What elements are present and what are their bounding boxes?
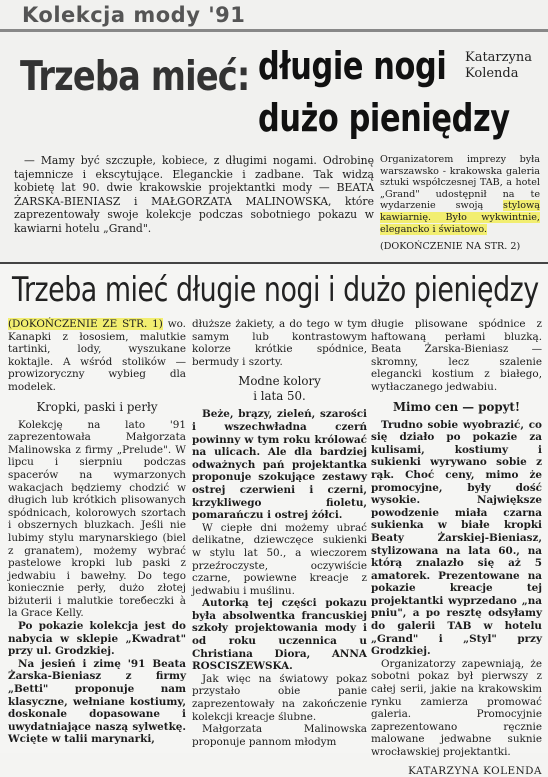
- author-byline: [465, 50, 532, 82]
- subheading-dots-stripes: Kropki, paski i perły: [36, 399, 158, 414]
- lead-text: — Mamy być szczupłe, kobiece, z długimi nogami. Odrobinę tajemnicze i ekscytujące. Eleganckie i zadbane. Tak widzą kobietę lat 90. dwie krakowskie projektantki mody — BEATA ŻARSKA-BIENIASZ i MAŁGORZATA MALINOWSKA, które zaprezentowały swoje kolekcje podczas sobotniego pokazu w kawiarni hotelu „Grand".: [14, 154, 374, 235]
- headline-right-line-1: długie nogi: [258, 44, 447, 88]
- paragraph: Jak więc na światowy pokaz przystało obie panie zaprezentowały na zakończenie kolekcji kreacje ślubne.: [192, 672, 367, 723]
- article-column-1: [8, 318, 186, 746]
- lead-paragraph: [14, 154, 374, 236]
- paragraph: [192, 597, 367, 673]
- paragraph: dłuższe żakiety, a do tego w tym samym lub kontrastowym kolorze krótkie spódnice, bermudy i szorty.: [192, 318, 367, 368]
- paragraph: Beże, brązy, zieleń, szarości i wszechwładna czerń powinny w tym roku królować na ulicach. Ale dla bardziej odważnych pań projektantka proponuje szokujące zestawy ostrej czerwieni i czerni, krzykliwego fioletu, pomarańczu i ostrej żółci.: [192, 408, 367, 522]
- paragraph: Kolekcję na lato '91 zaprezentowała Małgorzata Malinowska z firmy „Prelude". W lipcu i sierpniu podczas spacerów na wymarzonych wakacjach będziemy chodzić w długich lub krótkich plisowanych spódnicach, kolorowych szortach i obszernych bluzkach. Jeśli nie lubimy stylu marynarskiego (biel z granatem), możemy wybrać pastelowe kropki lub paski z jedwabiu i bawełny. Do tego koniecznie perły, dużo złotej biżuterii i malutkie toreбeczki à la Grace Kelly.: [8, 418, 186, 620]
- continued-label: (DOKOŃCZENIE ZE STR. 1): [8, 318, 163, 330]
- subheading-line-1: Modne kolory: [238, 374, 321, 389]
- paragraph: W ciepłe dni możemy ubrać delikatne, dziewczęce sukienki w stylu lat 50., a wieczorem przeźroczyste, oczywiście czarne, powiewne kreacje z jedwabiu i muślinu.: [192, 521, 367, 597]
- article-headline: Trzeba mieć długie nogi i dużo pieniędzy: [12, 270, 539, 310]
- subheading-colors: [192, 374, 367, 404]
- subheading-demand: Mimo cen — popyt!: [392, 399, 521, 414]
- author-first-name: Katarzyna: [465, 50, 532, 65]
- author-signature: KATARZYNA KOLENDA: [408, 764, 542, 777]
- subheading-line-2: i lata 50.: [253, 389, 306, 404]
- paragraph: Po pokazie kolekcja jest do nabycia w sklepie „Kwadrat" przy ul. Grodzkiej.: [8, 620, 186, 658]
- top-newspaper-clipping: [0, 0, 548, 262]
- paragraph: długie plisowane spódnice z haftowaną perłami bluzką. Beata Żarska-Bieniasz — skromny, lecz szalenie elegancki kostium z białego, wytłaczanego jedwabiu.: [371, 318, 542, 393]
- paragraph: Na jesień i zimę '91 Beata Żarska-Bieniasz z firmy „Betti" proponuje nam klasyczne, wełniane kostiumy, doskonale dopasowane i uwydatniające naszą sylwetkę. Wcięte w talii marynarki,: [8, 657, 186, 746]
- side-highlight: stylową kawiarnię. Było wykwintnie, elegancko i światowo.: [380, 200, 540, 235]
- heading-rule: [0, 29, 548, 32]
- headline-right-line-2: dużo pieniędzy: [258, 96, 510, 140]
- section-heading: Kolekcja mody '91: [22, 3, 246, 27]
- continued-text: wo. Kanapki z łososiem, malutkie tartinki, lody, wyszukane koktajle. A wśród stolików — prowizoryczny wybieg dla modelek.: [8, 318, 186, 393]
- author-last-name: Kolenda: [465, 66, 519, 81]
- side-text: Organizatorem imprezy była warszawsko - krakowska galeria sztuki współczesnej TAB, a hotel „Grand" udostępnił na te wydarzenie swoją: [380, 154, 540, 212]
- designer-name: ANNA ROSCISZEWSKA.: [192, 647, 367, 673]
- article-column-2: [192, 318, 367, 748]
- headline-left: Trzeba mieć:: [20, 52, 250, 100]
- paragraph: Trudno sobie wyobrazić, co się działo po pokazie za kulisami, kostiumy i sukienki wyrywano sobie z rąk. Choć ceny, mimo że promocyjne, były dość wysokie. Największe powodzenie miała czarna sukienka w białe kropki Beaty Żarskiej-Bieniasz, stylizowana na lata 60., na którą znalazło się aż 5 amatorek. Prezentowane na pokazie kreacje tej projektantki wyprzedano „na pniu", a po resztę odsyłamy do galerii TAB w hotelu „Grand" i „Styl" przy Grodzkiej.: [371, 418, 542, 658]
- lead-side-column: [380, 154, 540, 253]
- paragraph-text: Autorką tej części pokazu była absolwentka francuskiej szkoły projektowania mody i od roku uczennica u Christiana Diora,: [192, 597, 367, 660]
- article-column-3: [371, 318, 542, 777]
- paragraph: Organizatorzy zapewniają, że sobotni pokaz był pierwszy z całej serii, jakie na krakowskim rynku zamierza promować galeria. Promocyjnie zaprezentowano ręcznie malowane jedwabne suknie wrocławskiej projektantki.: [371, 657, 542, 758]
- continued-note: (DOKOŃCZENIE NA STR. 2): [380, 241, 521, 253]
- paragraph: Małgorzata Malinowska proponuje pannom młodym: [192, 723, 367, 748]
